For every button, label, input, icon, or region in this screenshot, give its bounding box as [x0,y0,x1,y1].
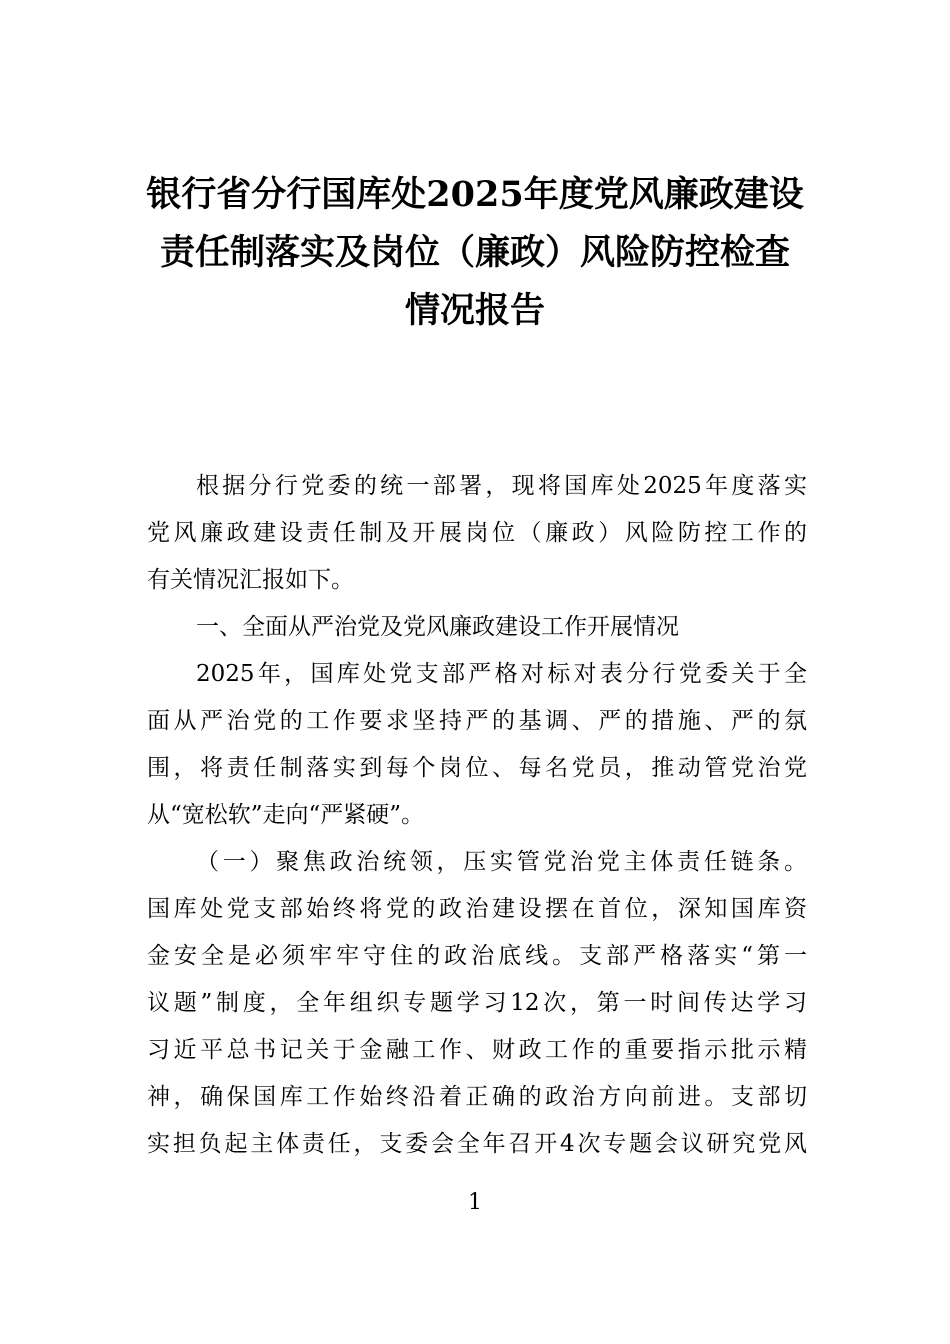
overview-paragraph [147,651,807,839]
document-title [130,166,820,340]
text-line: 国库处党支部始终将党的政治建设摆在首位，深知国库资 [147,896,807,922]
title-line: 银行省分行国库处2025年度党风廉政建设 [146,174,804,215]
title-line: 责任制落实及岗位（廉政）风险防控检查 [159,232,790,273]
document-body [147,463,807,1168]
text-line: 根据分行党委的统一部署，现将国库处2025年度落实 [196,473,807,499]
intro-paragraph [147,463,807,604]
text-line: 党风廉政建设责任制及开展岗位（廉政）风险防控工作的 [147,520,807,546]
text-line: 有关情况汇报如下。 [147,567,354,593]
heading-text: 一、全面从严治党及党风廉政建设工作开展情况 [196,614,679,640]
text-line: 实担负起主体责任，支委会全年召开4次专题会议研究党风 [147,1131,807,1157]
text-line: 围，将责任制落实到每个岗位、每名党员，推动管党治党 [147,755,807,781]
text-line: 2025年，国库处党支部严格对标对表分行党委关于全 [196,661,807,687]
subsection-paragraph [147,839,807,1168]
text-line: 议题”制度，全年组织专题学习12次，第一时间传达学习 [147,990,807,1016]
text-line: 面从严治党的工作要求坚持严的基调、严的措施、严的氛 [147,708,807,734]
text-line: 习近平总书记关于金融工作、财政工作的重要指示批示精 [147,1037,807,1063]
page-number: 1 [468,1190,482,1215]
text-line: 神，确保国库工作始终沿着正确的政治方向前进。支部切 [147,1084,807,1110]
section-heading [147,604,807,651]
text-line: 金安全是必须牢牢守住的政治底线。支部严格落实“第一 [147,943,807,969]
title-line: 情况报告 [404,290,545,331]
text-line: （一）聚焦政治统领，压实管党治党主体责任链条。 [196,849,807,875]
text-line: 从“宽松软”走向“严紧硬”。 [147,802,425,828]
